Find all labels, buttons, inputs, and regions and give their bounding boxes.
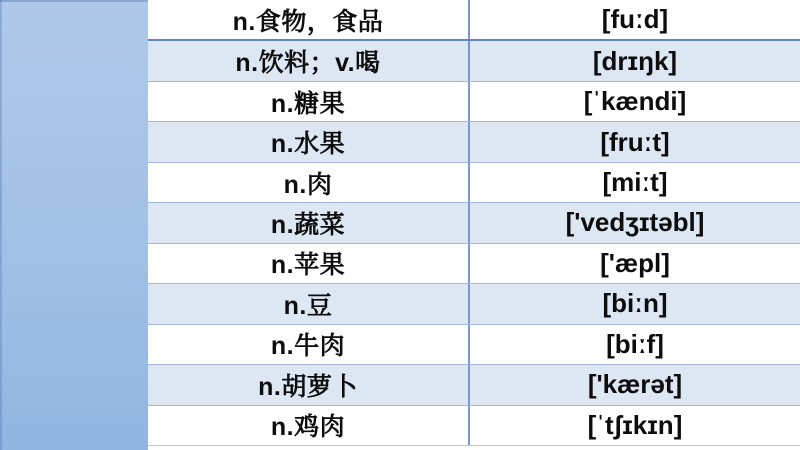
ipa-cell: ['kærət] bbox=[587, 369, 683, 400]
ipa-cell: [miːt] bbox=[602, 167, 668, 198]
ipa-cell: [fuːd] bbox=[601, 4, 669, 35]
table-row bbox=[148, 364, 800, 404]
meaning-cell: n.蔬菜 bbox=[148, 203, 470, 242]
meaning-cell: n.食物，食品 bbox=[148, 0, 470, 39]
meaning-cell: n.胡萝卜 bbox=[148, 365, 470, 404]
table-row bbox=[148, 324, 800, 364]
table-row bbox=[148, 81, 800, 121]
table-row bbox=[148, 202, 800, 242]
ipa-cell: [ˈtʃɪkɪn] bbox=[587, 409, 683, 440]
table-row bbox=[148, 243, 800, 283]
ipa-cell: ['vedʒɪtəbl] bbox=[565, 207, 705, 238]
meaning-cell: n.豆 bbox=[148, 284, 470, 323]
ipa-cell: ['æpl] bbox=[600, 247, 670, 278]
slide-background-panel bbox=[0, 0, 148, 450]
meaning-cell: n.饮料；v.喝 bbox=[148, 41, 470, 80]
table-row bbox=[148, 0, 800, 39]
table-row bbox=[148, 162, 800, 202]
table-row bbox=[148, 121, 800, 161]
ipa-cell: [biːn] bbox=[602, 288, 668, 319]
meaning-cell: n.水果 bbox=[148, 122, 470, 161]
table-row bbox=[148, 405, 800, 445]
ipa-cell: [drɪŋk] bbox=[592, 45, 678, 76]
vocabulary-table bbox=[148, 0, 800, 446]
table-row bbox=[148, 283, 800, 323]
meaning-cell: n.牛肉 bbox=[148, 325, 470, 364]
meaning-cell: n.苹果 bbox=[148, 244, 470, 283]
table-row bbox=[148, 39, 800, 80]
ipa-cell: [ˈkændi] bbox=[583, 86, 687, 117]
meaning-cell: n.肉 bbox=[148, 163, 470, 202]
meaning-cell: n.糖果 bbox=[148, 82, 470, 121]
meaning-cell: n.鸡肉 bbox=[148, 406, 470, 445]
ipa-cell: [biːf] bbox=[606, 328, 664, 359]
ipa-cell: [fruːt] bbox=[600, 126, 670, 157]
